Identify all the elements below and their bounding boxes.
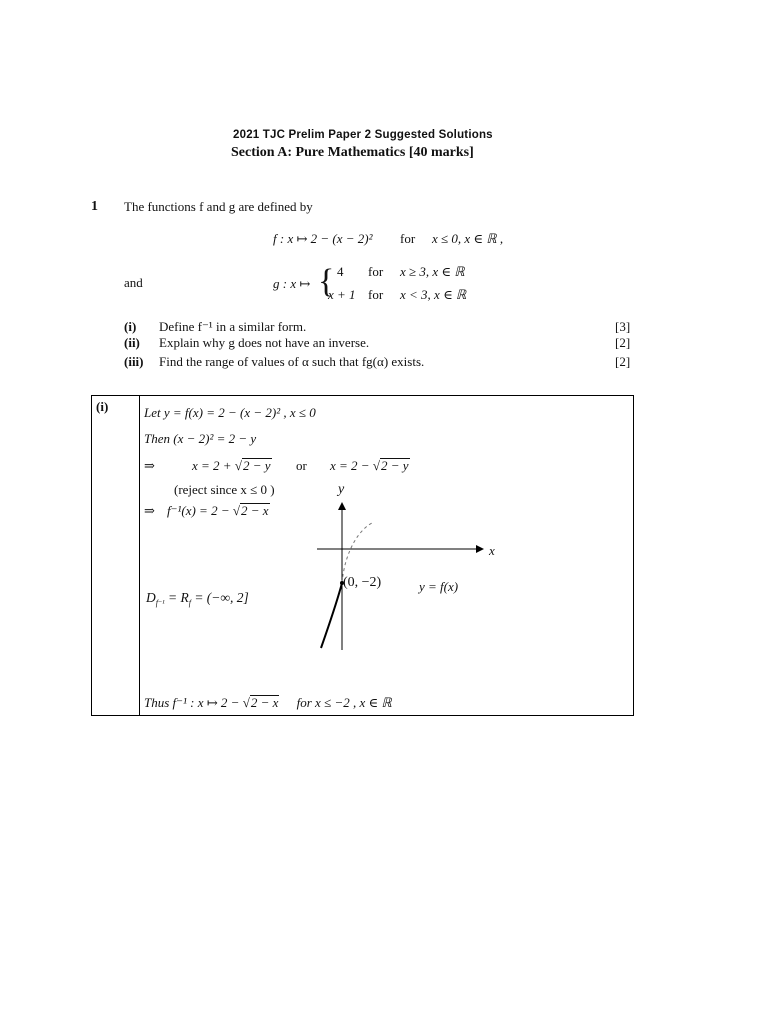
solution-root-plus-lead: x = 2 +	[192, 458, 235, 473]
implies-arrow-1: ⇒	[144, 458, 155, 473]
solution-or: or	[296, 458, 307, 473]
question-number: 1	[91, 199, 98, 214]
sqrt-sign: √	[372, 458, 380, 473]
solution-line-then: Then (x − 2)² = 2 − y	[144, 431, 257, 446]
solution-root-minus-lead: x = 2 −	[330, 458, 373, 473]
part-label-ii: (ii)	[124, 335, 140, 350]
section-title: Section A: Pure Mathematics [40 marks]	[231, 145, 474, 160]
g-case2-for: for	[368, 287, 384, 302]
solution-domain-equation	[146, 590, 249, 608]
and-label: and	[124, 275, 143, 290]
solution-root-minus-radicand: 2 − y	[380, 458, 409, 473]
f-definition: f : x ↦ 2 − (x − 2)²	[273, 231, 373, 246]
dashed-curve	[342, 522, 374, 583]
solution-reject-note: (reject since x ≤ 0 )	[174, 482, 275, 497]
part-label-iii: (iii)	[124, 354, 144, 369]
solid-curve	[321, 583, 342, 648]
g-case1-for: for	[368, 264, 384, 279]
g-case1-value: 4	[337, 264, 344, 279]
conclusion-lead: Thus f⁻¹ : x ↦ 2 −	[144, 695, 243, 710]
solution-root-plus-radicand: 2 − y	[242, 458, 271, 473]
implies-arrow-2: ⇒	[144, 503, 155, 518]
part-marks-i: [3]	[615, 319, 631, 334]
g-case1-domain: x ≥ 3, x ∈ ℝ	[400, 264, 465, 279]
solution-inverse-lead: f⁻¹(x) = 2 −	[167, 503, 233, 518]
part-text-i: Define f⁻¹ in a similar form.	[159, 319, 307, 334]
sqrt-sign: √	[242, 695, 250, 710]
curve-label: y = f(x)	[419, 579, 459, 594]
part-marks-iii: [2]	[615, 354, 631, 369]
range-sub: f	[188, 598, 191, 608]
domain-sub: f⁻¹	[155, 598, 165, 608]
solution-root-minus	[330, 458, 410, 474]
document-subtitle: 2021 TJC Prelim Paper 2 Suggested Solutions	[233, 129, 493, 141]
g-case2-domain: x < 3, x ∈ ℝ	[400, 287, 467, 302]
solution-root-plus	[192, 458, 272, 474]
solution-column-divider	[139, 396, 140, 715]
part-marks-ii: [2]	[615, 335, 631, 350]
conclusion-for: for x ≤ −2 , x ∈ ℝ	[296, 695, 392, 710]
sqrt-sign: √	[234, 458, 242, 473]
part-label-i: (i)	[124, 319, 137, 334]
question-intro: The functions f and g are defined by	[124, 199, 313, 214]
solution-inverse	[167, 503, 270, 519]
solution-conclusion	[144, 695, 392, 711]
g-prefix: g : x ↦	[273, 276, 311, 291]
domain-d: D	[146, 590, 156, 605]
f-for: for	[400, 231, 416, 246]
solution-line-let: Let y = f(x) = 2 − (x − 2)² , x ≤ 0	[144, 405, 316, 420]
conclusion-radicand: 2 − x	[250, 695, 279, 710]
g-brace: {	[318, 263, 335, 300]
y-axis-label: y	[338, 482, 345, 497]
sqrt-sign: √	[232, 503, 240, 518]
domain-mid: = R	[164, 590, 189, 605]
part-text-ii: Explain why g does not have an inverse.	[159, 335, 370, 350]
solution-inverse-radicand: 2 − x	[241, 503, 269, 518]
point-label: (0, −2)	[343, 575, 382, 590]
part-text-iii: Find the range of values of α such that fg(α) exists.	[159, 354, 425, 369]
function-graph	[305, 480, 505, 655]
f-domain: x ≤ 0, x ∈ ℝ ,	[432, 231, 504, 246]
domain-right: = (−∞, 2]	[190, 590, 249, 605]
g-case2-value: x + 1	[328, 287, 356, 302]
solution-part-label: (i)	[96, 399, 109, 414]
x-axis-label: x	[489, 543, 495, 558]
